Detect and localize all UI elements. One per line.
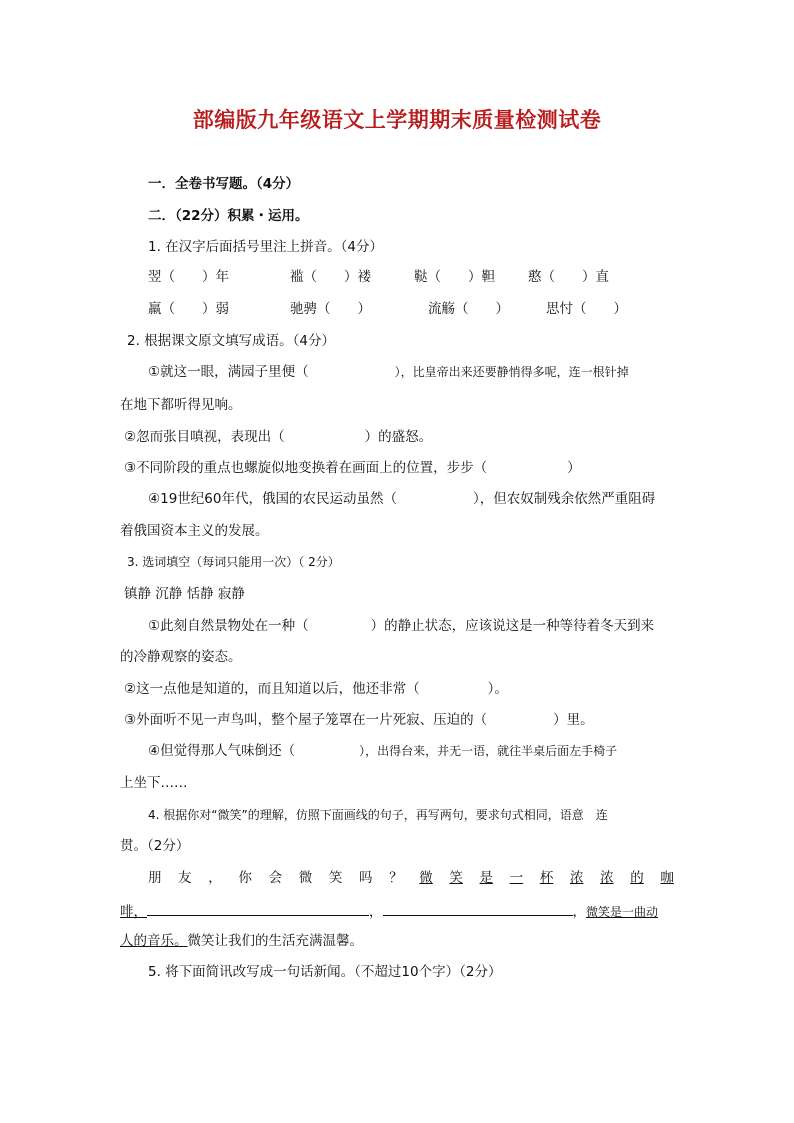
answer-blank-1[interactable] — [147, 901, 369, 916]
pinyin-item: 驰骋（ ） — [290, 301, 371, 317]
question-3-item-4-cont: 上坐下…… — [120, 775, 188, 791]
page-title: 部编版九年级语文上学期期末质量检测试卷 — [192, 107, 602, 132]
question-2-item-3: ③不同阶段的重点也螺旋似地变换着在画面上的位置，步步（ ） — [124, 460, 581, 476]
example-sentence-line-2: 啡， ， ，微笑是一曲动 — [120, 901, 658, 921]
question-3-stem: 3. 选词填空（每词只能用一次）（ 2分） — [127, 555, 340, 569]
question-3-item-1-cont: 的冷静观察的姿态。 — [120, 649, 242, 665]
section-heading-2: 二．（22分）积累・运用。 — [148, 208, 309, 224]
example-char: 杯 — [539, 870, 554, 886]
question-3-item-2: ②这一点他是知道的，而且知道以后，他还非常（ ）。 — [124, 681, 508, 697]
section-heading-1: 一．全卷书写题。（4分） — [148, 176, 300, 192]
example-char: ， — [208, 870, 222, 886]
example-char: 会 — [268, 870, 283, 886]
pinyin-item: 羸（ ）弱 — [148, 301, 229, 317]
question-2-stem: 2. 根据课文原文填写成语。（4分） — [127, 333, 336, 349]
example-char: 咖 — [660, 870, 674, 886]
question-2-item-1-cont: 在地下都听得见响。 — [120, 397, 242, 413]
question-3-item-1: ①此刻自然景物处在一种（ ）的静止状态，应该说这是一种等待着冬天到来 — [148, 618, 655, 634]
example-char: 微 — [298, 870, 313, 886]
question-2-item-1: ①就这一眼，满园子里便（ ），比皇帝出来还要静悄得多呢，连一根针掉 — [148, 364, 629, 380]
example-char: 微 — [419, 870, 433, 886]
example-char: 是 — [479, 870, 494, 886]
pinyin-item: 流觞（ ） — [428, 301, 509, 317]
example-char: 吗 — [358, 870, 373, 886]
answer-blank-2[interactable] — [383, 901, 573, 916]
pinyin-item: 翌（ ）年 — [148, 269, 229, 285]
example-char: 笑 — [328, 870, 343, 886]
question-2-item-4: ④19世纪60年代，俄国的农民运动虽然（ ），但农奴制残余依然严重阻碍 — [148, 491, 656, 507]
example-char: 一 — [509, 870, 524, 886]
word-choices: 镇静 沉静 恬静 寂静 — [124, 586, 245, 602]
question-3-item-3: ③外面听不见一声鸟叫，整个屋子笼罩在一片死寂、压迫的（ ）里。 — [124, 712, 594, 728]
question-4-stem: 4. 根据你对“微笑”的理解，仿照下面画线的句子，再写两句，要求句式相同，语意 连 — [148, 808, 608, 822]
example-sentence-line-1 — [148, 869, 674, 887]
question-3-item-4: ④但觉得那人气味倒还（ ），出得台来，并无一语，就往半桌后面左手椅子 — [148, 743, 618, 759]
question-5-stem: 5. 将下面简讯改写成一句话新闻。（不超过10个字）（2分） — [148, 964, 502, 980]
example-char: ？ — [389, 870, 403, 886]
pinyin-item: 褴（ ）褛 — [290, 269, 371, 285]
example-char: 朋 — [148, 870, 162, 886]
question-2-item-2: ②忽而张目嗔视，表现出（ ）的盛怒。 — [124, 429, 433, 445]
example-char: 友 — [178, 870, 192, 886]
example-char: 浓 — [600, 870, 614, 886]
example-char: 笑 — [449, 870, 463, 886]
example-char: 浓 — [569, 870, 584, 886]
pinyin-item: 憨（ ）直 — [528, 269, 609, 285]
question-2-item-4-cont: 着俄国资本主义的发展。 — [120, 523, 269, 539]
question-1-stem: 1. 在汉字后面括号里注上拼音。（4分） — [148, 239, 384, 255]
pinyin-item: 思忖（ ） — [546, 301, 627, 317]
example-sentence-line-3: 人的音乐。微笑让我们的生活充满温馨。 — [120, 933, 363, 949]
example-char: 的 — [630, 870, 644, 886]
example-char: 你 — [238, 870, 252, 886]
question-4-stem-cont: 贯。（2分） — [120, 838, 190, 854]
pinyin-item: 鞑（ ）靼 — [414, 269, 495, 285]
